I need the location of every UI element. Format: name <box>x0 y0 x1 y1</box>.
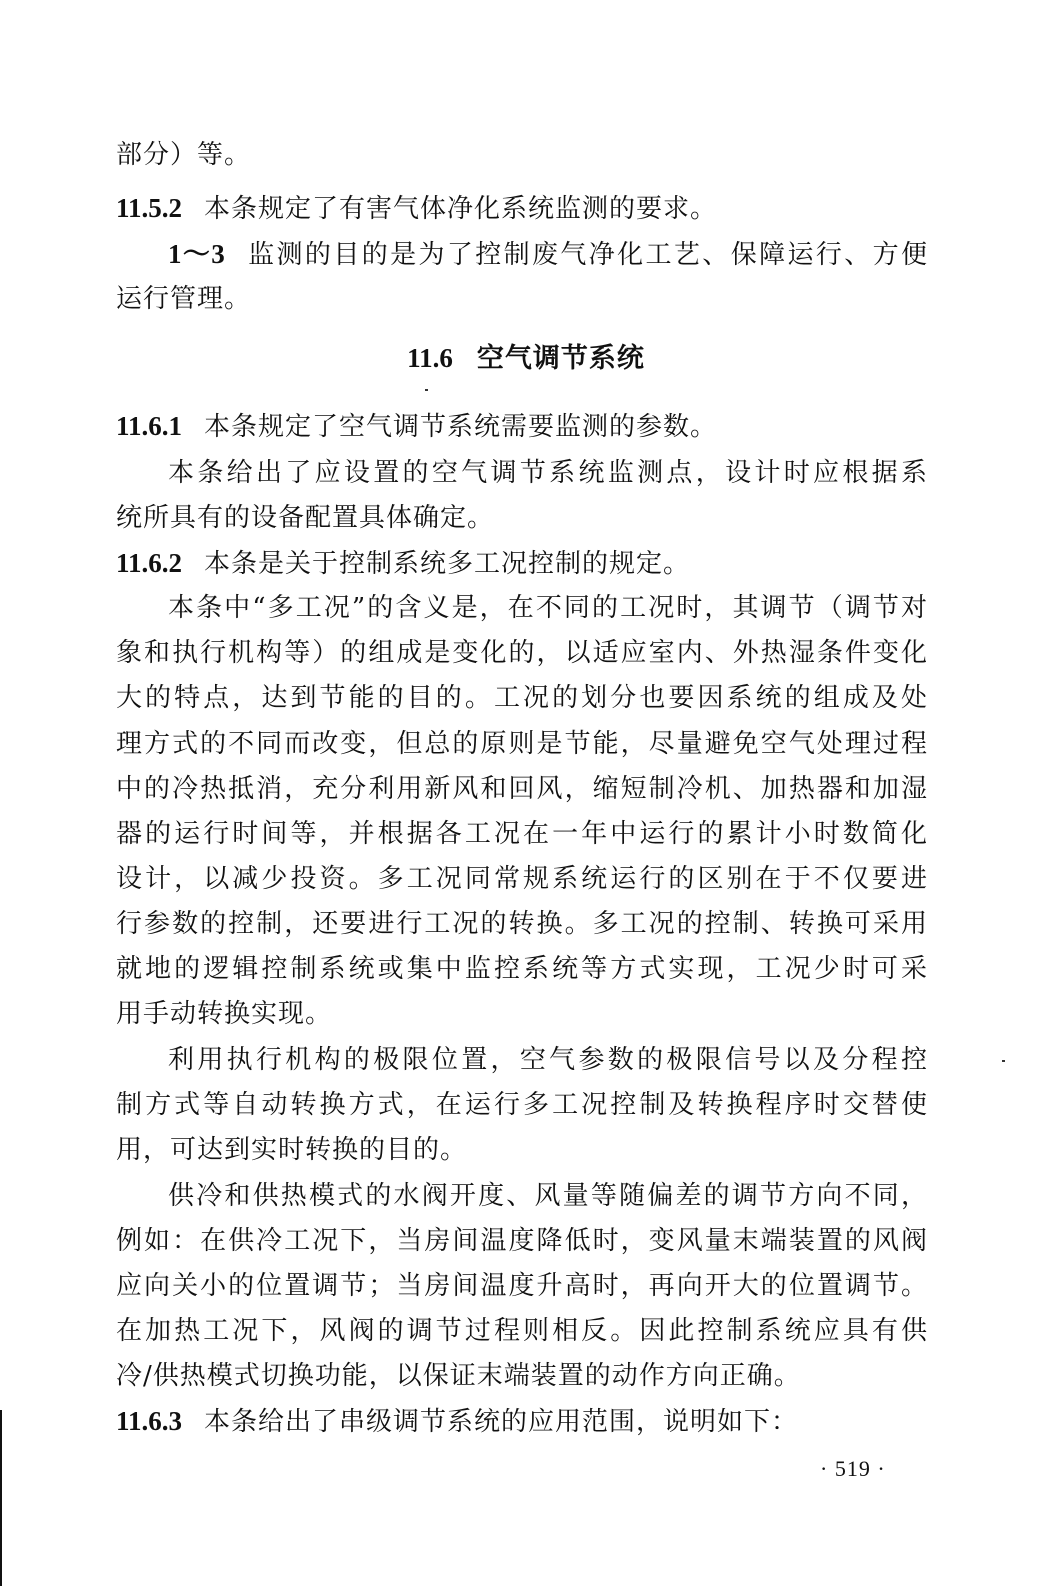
text-line: 中的冷热抵消，充分利用新风和回风，缩短制冷机、加热器和加湿 <box>116 774 928 804</box>
clause-11-6-1 <box>116 411 717 442</box>
text-line: 利用执行机构的极限位置，空气参数的极限信号以及分程控 <box>168 1045 928 1075</box>
text-line: 供冷和供热模式的水阀开度、风量等随偏差的调节方向不同， <box>168 1181 928 1211</box>
text-line: 统所具有的设备配置具体确定。 <box>116 503 495 533</box>
section-number: 11.6 <box>407 343 453 373</box>
item-text: 监测的目的是为了控制废气净化工艺、保障运行、方便 <box>246 240 928 270</box>
text-line: 行参数的控制，还要进行工况的转换。多工况的控制、转换可采用 <box>116 909 928 939</box>
clause-11-5-2 <box>116 193 717 224</box>
text-line: 设计，以减少投资。多工况同常规系统运行的区别在于不仅要进 <box>116 864 928 894</box>
clause-text: 本条给出了串级调节系统的应用范围，说明如下： <box>204 1407 799 1437</box>
text-line: 本条给出了应设置的空气调节系统监测点，设计时应根据系 <box>168 458 928 488</box>
text-line: 就地的逻辑控制系统或集中监控系统等方式实现，工况少时可采 <box>116 954 928 984</box>
section-title: 空气调节系统 <box>476 343 645 374</box>
item-1-3 <box>168 239 928 270</box>
text-line: 理方式的不同而改变，但总的原则是节能，尽量避免空气处理过程 <box>116 729 928 759</box>
text-line: 运行管理。 <box>116 284 252 314</box>
text-line: 象和执行机构等）的组成是变化的，以适应室内、外热湿条件变化 <box>116 638 928 668</box>
clause-number: 11.6.3 <box>116 1406 183 1436</box>
clause-text: 本条规定了有害气体净化系统监测的要求。 <box>204 194 718 224</box>
item-number: 1～3 <box>168 239 225 269</box>
section-heading <box>116 343 936 374</box>
text-line: 制方式等自动转换方式，在运行多工况控制及转换程序时交替使 <box>116 1090 928 1120</box>
text-line: 本条中“多工况”的含义是，在不同的工况时，其调节（调节对 <box>168 593 928 623</box>
scan-speck <box>1002 1060 1005 1062</box>
page-number: · 519 · <box>820 1456 886 1481</box>
text-line: 冷/供热模式切换功能，以保证末端装置的动作方向正确。 <box>116 1361 801 1391</box>
clause-11-6-3 <box>116 1406 798 1437</box>
scan-speck <box>425 389 428 391</box>
clause-text: 本条规定了空气调节系统需要监测的参数。 <box>204 412 718 442</box>
text-line: 部分）等。 <box>116 140 252 170</box>
clause-text: 本条是关于控制系统多工况控制的规定。 <box>204 549 691 579</box>
text-line: 器的运行时间等，并根据各工况在一年中运行的累计小时数简化 <box>116 819 928 849</box>
text-line: 大的特点，达到节能的目的。工况的划分也要因系统的组成及处 <box>116 683 928 713</box>
text-line: 用，可达到实时转换的目的。 <box>116 1135 468 1165</box>
clause-11-6-2 <box>116 548 690 579</box>
text-line: 在加热工况下，风阀的调节过程则相反。因此控制系统应具有供 <box>116 1316 928 1346</box>
text-line: 例如：在供冷工况下，当房间温度降低时，变风量末端装置的风阀 <box>116 1226 928 1256</box>
text-line: 用手动转换实现。 <box>116 999 333 1029</box>
clause-number: 11.5.2 <box>116 193 183 223</box>
clause-number: 11.6.2 <box>116 548 183 578</box>
text-line: 应向关小的位置调节；当房间温度升高时，再向开大的位置调节。 <box>116 1271 928 1301</box>
clause-number: 11.6.1 <box>116 411 183 441</box>
scan-edge-rule <box>0 1410 2 1586</box>
